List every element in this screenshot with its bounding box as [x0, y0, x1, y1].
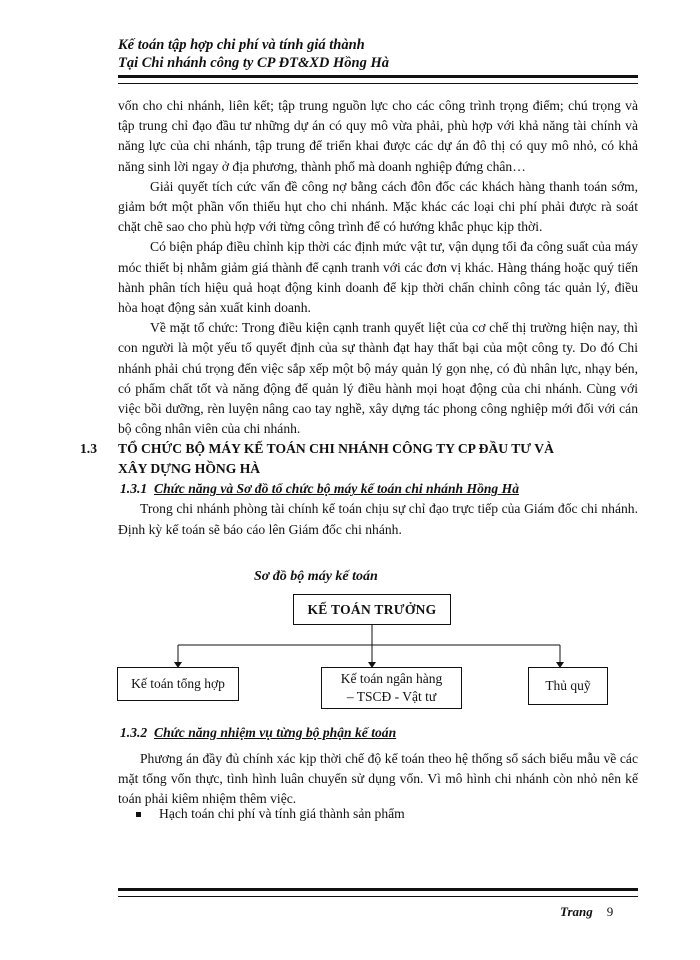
- org-box-line: Kế toán ngân hàng: [340, 671, 443, 686]
- section-title: Chức năng và Sơ đồ tổ chức bộ máy kế toán chi nhánh Hồng Hà: [154, 481, 519, 497]
- page-label: Trang: [560, 904, 593, 919]
- bullet-text: Hạch toán chi phí và tính giá thành sản phẩm: [159, 806, 405, 821]
- footer-rule: [118, 888, 638, 897]
- org-box-chief-accountant: KẾ TOÁN TRƯỞNG: [293, 594, 451, 625]
- paragraph: Về mặt tổ chức: Trong điều kiện cạnh tranh quyết liệt của cơ chế thị trường hiện nay, thì con người là một yếu tố quyết định của sự thành đạt hay thất bại của một công ty. Do đó Chi nhánh phải chú trọng đến việc sắp xếp một bộ máy quản lý gọn nhẹ, có đủ nhân lực, nhạy bén, có phẩm chất tốt và năng động để quản lý điều hành mọi hoạt động của chi nhánh. Cùng với việc bồi dưỡng, rèn luyện nâng cao tay nghề, xây dựng tác phong công nghiệp mới đối với cán bộ công nhân viên của chi nhánh.: [118, 320, 638, 437]
- org-box-bank-accounting: [321, 667, 462, 709]
- header-subtitle: Tại Chi nhánh công ty CP ĐT&XD Hồng Hà: [118, 55, 389, 71]
- paragraph: Trong chi nhánh phòng tài chính kế toán chịu sự chỉ đạo trực tiếp của Giám đốc chi nhánh. Định kỳ kế toán sẽ báo cáo lên Giám đốc chi nhánh.: [118, 501, 638, 537]
- section-title-line1: TỔ CHỨC BỘ MÁY KẾ TOÁN CHI NHÁNH CÔNG TY CP ĐẦU TƯ VÀ: [118, 441, 554, 457]
- paragraph: Phương án đầy đủ chính xác kịp thời chế độ kế toán theo hệ thống sổ sách biểu mẫu về các mặt tổng vốn thực, tình hình luân chuyển sử dụng vốn. Vì mô hình chi nhánh còn nhỏ nên kế toán phải kiêm nhiệm thêm việc.: [118, 751, 638, 807]
- org-box-line: – TSCĐ - Vật tư: [346, 689, 437, 704]
- section-title-line2: XÂY DỰNG HỒNG HÀ: [118, 461, 261, 477]
- section-heading-1-3-2: [120, 723, 638, 743]
- org-box-treasurer: Thủ quỹ: [528, 667, 608, 705]
- org-chart-title: Sơ đồ bộ máy kế toán: [254, 569, 378, 584]
- section-number: 1.3.2: [120, 725, 148, 740]
- section-title: Chức năng nhiệm vụ từng bộ phận kế toán: [154, 725, 397, 740]
- section-number: 1.3: [80, 441, 97, 457]
- section-1-3-2: [118, 723, 638, 810]
- paragraph: Có biện pháp điều chỉnh kịp thời các định mức vật tư, vận dụng tối đa công suất của máy móc thiết bị nhằm giảm giá thành để cạnh tranh với các đơn vị khác. Hàng tháng hoặc quý tiến hành phân tích hiệu quả hoạt động kinh doanh để kịp thời chấn chỉnh công tác quản lý, điều hòa hoạt động sản xuất kinh doanh.: [118, 239, 638, 316]
- org-box-general-accounting: Kế toán tổng hợp: [117, 667, 239, 701]
- section-number: 1.3.1: [120, 481, 148, 497]
- bullet-item: [136, 806, 405, 822]
- page-footer: [560, 904, 613, 920]
- paragraph: vốn cho chi nhánh, liên kết; tập trung nguồn lực cho các công trình trọng điểm; chú trọng và tập trung chỉ đạo đầu tư những dự án có quy mô vừa phải, phù hợp với khả năng tài chính và năng lực của chi nhánh, tập trung để triển khai được các dự án đô thị có quy mô nhỏ, có khả năng sinh lời ngay ở địa phương, thành phố mà doanh nghiệp đứng chân…: [118, 98, 638, 174]
- header-title: Kế toán tập hợp chi phí và tính giá thành: [118, 37, 365, 53]
- page-number: 9: [606, 904, 614, 919]
- bullet-icon: [136, 812, 141, 817]
- paragraph: Giải quyết tích cức vấn đề công nợ bằng cách đôn đốc các khách hàng thanh toán sớm, giảm bớt một phần vốn thiếu hụt cho chi nhánh. Mặc khác các loại chi phí phải được rà soát chặt chẽ sao cho phù hợp với từng công trình để có hướng khắc phục kịp thời.: [118, 178, 638, 235]
